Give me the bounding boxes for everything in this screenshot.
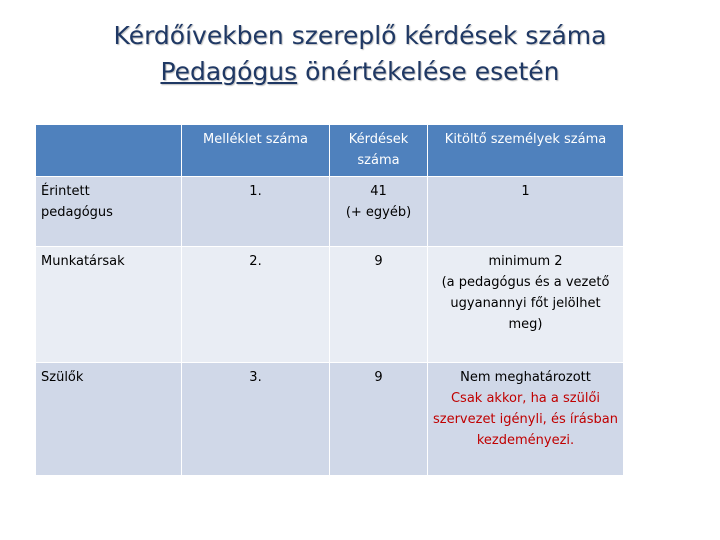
row-label-parents: Szülők bbox=[36, 363, 182, 476]
question-count-value: 41 bbox=[370, 184, 387, 199]
title-line-2 bbox=[0, 54, 720, 90]
title-line-1: Kérdőívekben szereplő kérdések száma bbox=[113, 21, 607, 50]
question-count-note: (+ egyéb) bbox=[345, 205, 412, 220]
title-underlined-word: Pedagógus bbox=[160, 57, 298, 86]
respondent-count-note: (a pedagógus és a vezető ugyanannyi főt jelölhet meg) bbox=[441, 275, 610, 332]
header-question-count-line1: Kérdések bbox=[348, 132, 409, 147]
question-count-cell: 9 bbox=[330, 247, 428, 363]
table-row bbox=[36, 177, 624, 247]
table-row bbox=[36, 247, 624, 363]
header-annex-number: Melléklet száma bbox=[182, 125, 330, 177]
respondent-count-red-note: Csak akkor, ha a szülői szervezet igényli, és írásban kezdeményezi. bbox=[432, 391, 619, 448]
title-line-2-rest: önértékelése esetén bbox=[297, 57, 560, 86]
row-label-teacher bbox=[36, 177, 182, 247]
header-respondent-count: Kitöltő személyek száma bbox=[428, 125, 624, 177]
annex-cell: 1. bbox=[182, 177, 330, 247]
annex-cell: 2. bbox=[182, 247, 330, 363]
respondent-count-value: minimum 2 bbox=[488, 254, 563, 269]
table-header-row bbox=[36, 125, 624, 177]
question-count-cell: 9 bbox=[330, 363, 428, 476]
page-title bbox=[0, 18, 720, 90]
row-label-teacher-line1: Érintett bbox=[41, 184, 90, 199]
header-question-count-line2: száma bbox=[357, 153, 400, 168]
respondent-count-cell bbox=[428, 363, 624, 476]
respondent-count-value: Nem meghatározott bbox=[460, 370, 591, 385]
annex-cell: 3. bbox=[182, 363, 330, 476]
respondent-count-cell bbox=[428, 247, 624, 363]
header-empty-cell bbox=[36, 125, 182, 177]
questions-table bbox=[35, 124, 624, 476]
question-count-cell bbox=[330, 177, 428, 247]
header-question-count bbox=[330, 125, 428, 177]
table-row bbox=[36, 363, 624, 476]
row-label-teacher-line2: pedagógus bbox=[41, 205, 113, 220]
row-label-colleagues: Munkatársak bbox=[36, 247, 182, 363]
respondent-count-cell: 1 bbox=[428, 177, 624, 247]
